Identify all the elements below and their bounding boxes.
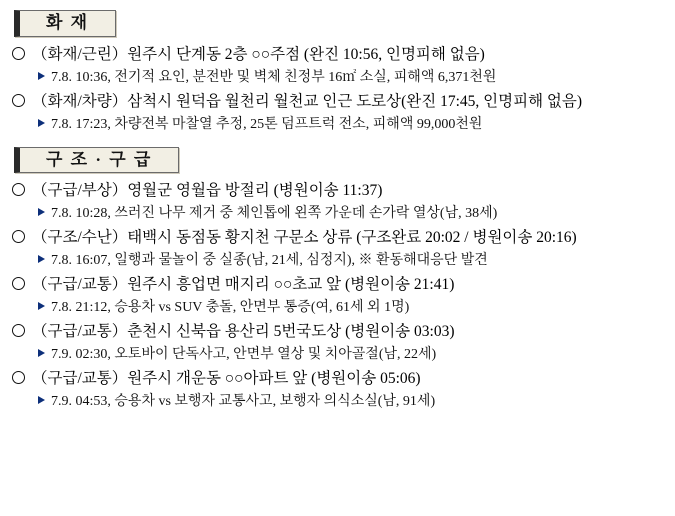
triangle-bullet-icon [38, 72, 45, 80]
circle-bullet-icon [12, 94, 25, 107]
triangle-bullet-icon [38, 302, 45, 310]
incident-headline-text: （구급/교통）원주시 흥업면 매지리 ○○초교 앞 (병원이송 21:41) [32, 276, 455, 294]
incident-headline [8, 179, 667, 203]
triangle-bullet-icon [38, 208, 45, 216]
incident-entry [8, 367, 667, 412]
incident-entry [8, 320, 667, 365]
section-header-rescue: 구 조 · 구 급 [14, 147, 179, 174]
incident-headline-text: （구조/수난）태백시 동점동 황지천 구문소 상류 (구조완료 20:02 / 병원이송 20:16) [32, 229, 577, 247]
incident-entry [8, 90, 667, 135]
incident-headline-text: （구급/교통）원주시 개운동 ○○아파트 앞 (병원이송 05:06) [32, 370, 421, 388]
incident-headline [8, 226, 667, 250]
circle-bullet-icon [12, 324, 25, 337]
circle-bullet-icon [12, 183, 25, 196]
incident-headline-text: （구급/부상）영월군 영월읍 방절리 (병원이송 11:37) [32, 182, 383, 200]
incident-detail [38, 250, 667, 271]
triangle-bullet-icon [38, 255, 45, 263]
circle-bullet-icon [12, 47, 25, 60]
incident-headline-text: （구급/교통）춘천시 신북읍 용산리 5번국도상 (병원이송 03:03) [32, 323, 455, 341]
incident-entry [8, 43, 667, 88]
section-header-fire: 화 재 [14, 10, 116, 37]
incident-detail [38, 67, 667, 88]
incident-detail-text: 7.8. 17:23, 차량전복 마찰열 추정, 25톤 덤프트럭 전소, 피해액 99,000천원 [51, 116, 483, 132]
incident-detail-text: 7.8. 10:28, 쓰러진 나무 제거 중 체인톱에 왼쪽 가운데 손가락 열상(남, 38세) [51, 206, 498, 222]
incident-detail [38, 391, 667, 412]
incident-headline [8, 320, 667, 344]
incident-detail-text: 7.8. 16:07, 일행과 물놀이 중 실종(남, 21세, 심정지), ※ 환동해대응단 발견 [51, 253, 488, 269]
triangle-bullet-icon [38, 396, 45, 404]
circle-bullet-icon [12, 371, 25, 384]
incident-detail [38, 203, 667, 224]
incident-headline [8, 273, 667, 297]
incident-entry [8, 273, 667, 318]
incident-entry [8, 226, 667, 271]
incident-entry [8, 179, 667, 224]
incident-headline-text: （화재/근린）원주시 단계동 2층 ○○주점 (완진 10:56, 인명피해 없음) [32, 45, 485, 63]
incident-detail-text: 7.9. 02:30, 오토바이 단독사고, 안면부 열상 및 치아골절(남, 22세) [51, 347, 437, 363]
incident-headline-text: （화재/차량）삼척시 원덕읍 월천리 월천교 인근 도로상(완진 17:45, 인명피해 없음) [32, 92, 583, 110]
incident-headline [8, 367, 667, 391]
incident-detail [38, 114, 667, 135]
triangle-bullet-icon [38, 119, 45, 127]
triangle-bullet-icon [38, 349, 45, 357]
incident-detail-text: 7.8. 10:36, 전기적 요인, 분전반 및 벽체 친정부 16㎡ 소실, 피해액 6,371천원 [51, 69, 497, 85]
incident-detail-text: 7.8. 21:12, 승용차 vs SUV 충돌, 안면부 통증(여, 61세 외 1명) [51, 300, 410, 316]
incident-detail [38, 297, 667, 318]
incident-headline [8, 43, 667, 67]
incident-headline [8, 90, 667, 114]
circle-bullet-icon [12, 230, 25, 243]
incident-detail [38, 344, 667, 365]
circle-bullet-icon [12, 277, 25, 290]
incident-detail-text: 7.9. 04:53, 승용차 vs 보행자 교통사고, 보행자 의식소실(남, 91세) [51, 394, 436, 410]
